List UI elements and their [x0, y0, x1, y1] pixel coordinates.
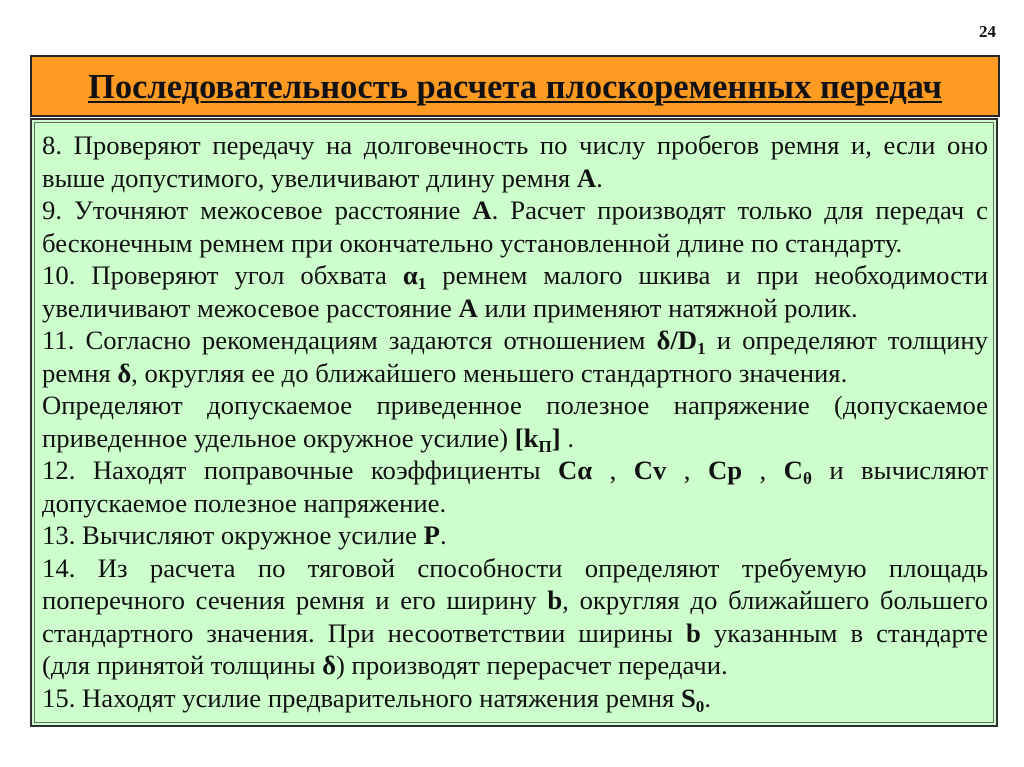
text-run: , округляя ее до ближайшего меньшего стандартного значения.	[131, 357, 848, 388]
bold-symbol: C	[783, 455, 803, 485]
list-item	[42, 194, 988, 259]
text-run: бесконечным ремнем при окончательно установленной длине по стандарту.	[42, 227, 903, 258]
list-item	[42, 552, 988, 682]
page-title: Последовательность расчета плоскоременных передач	[88, 68, 942, 106]
bold-symbol: А	[472, 195, 492, 225]
bold-symbol: ]	[551, 422, 561, 453]
text-run: 9. Уточняют межосевое расстояние	[42, 195, 473, 225]
list-item	[42, 259, 988, 324]
title-box	[30, 55, 1000, 117]
list-item	[42, 389, 988, 454]
text-run: .	[704, 682, 711, 713]
text-run: . Расчет производят только для передач с	[491, 195, 989, 225]
list-item	[42, 324, 988, 389]
page-number: 24	[979, 22, 996, 41]
bold-symbol: δ	[322, 650, 336, 680]
text-run: 11. Согласно рекомендациям задаются отношением	[42, 325, 657, 355]
text-run: приведенное удельное окружное усилие)	[42, 422, 515, 453]
text-line	[42, 324, 988, 357]
text-run: 14. Из расчета по тяговой способности определяют требуемую площадь	[42, 552, 988, 583]
text-line	[42, 519, 988, 552]
text-run: Определяют допускаемое приведенное полезное напряжение (допускаемое	[42, 390, 988, 420]
text-line	[42, 584, 988, 617]
text-run: 13. Вычисляют окружное усилие	[42, 520, 424, 550]
text-run: ,	[742, 455, 784, 485]
bold-symbol: δ	[117, 357, 132, 388]
text-line	[42, 682, 988, 715]
bold-symbol: А	[458, 292, 478, 323]
bold-symbol: Cα	[557, 455, 593, 485]
bold-symbol: b	[547, 585, 563, 615]
text-run: стандартного значения. При несоответствии ширины	[42, 617, 687, 648]
text-line	[42, 129, 988, 162]
bold-symbol: Cv	[633, 455, 667, 485]
bold-symbol: b	[686, 617, 701, 648]
subscript: θ	[802, 468, 812, 488]
subscript: 1	[417, 273, 427, 293]
text-line	[42, 292, 988, 325]
content-box	[30, 118, 998, 727]
text-line	[42, 454, 988, 487]
text-run: или применяют натяжной ролик.	[477, 292, 858, 323]
list-item	[42, 682, 988, 715]
text-run: , округляя до ближайшего большего	[562, 585, 988, 615]
bold-symbol: P	[423, 520, 440, 550]
text-run: 8. Проверяют передачу на долговечность по числу пробегов ремня и, если оно	[42, 130, 988, 160]
text-run: ,	[592, 455, 634, 485]
text-run: и определяют толщину	[705, 325, 988, 355]
text-run: 12. Находят поправочные коэффициенты	[42, 455, 558, 485]
text-line	[42, 389, 988, 422]
text-line	[42, 227, 988, 260]
bold-symbol: δ/D	[656, 325, 698, 355]
text-run: (для принятой толщины	[42, 650, 323, 680]
text-line	[42, 487, 988, 520]
text-line	[42, 617, 988, 650]
text-run: .	[439, 520, 447, 550]
bold-symbol: S	[680, 682, 696, 713]
text-line	[42, 259, 988, 292]
text-run: выше допустимого, увеличивают длину ремня	[42, 162, 577, 193]
text-run: .	[596, 162, 603, 193]
text-run: ремня	[42, 357, 118, 388]
text-run: 15. Находят усилие предварительного натяжения ремня	[42, 682, 681, 713]
text-run: и вычисляют	[811, 455, 988, 485]
text-line	[42, 194, 988, 227]
bold-symbol: А	[576, 162, 597, 193]
text-line	[42, 357, 988, 390]
subscript: П	[538, 436, 552, 456]
text-run: увеличивают межосевое расстояние	[42, 292, 459, 323]
list-item	[42, 519, 988, 552]
list-item	[42, 454, 988, 519]
subscript: 1	[697, 338, 706, 358]
text-run: ремнем малого шкива и при необходимости	[426, 260, 988, 290]
text-run: ,	[666, 455, 708, 485]
text-line	[42, 552, 988, 585]
list-item	[42, 129, 988, 194]
text-line	[42, 649, 988, 682]
text-run: 10. Проверяют угол обхвата	[42, 260, 403, 290]
text-run: указанным в стандарте	[700, 617, 988, 648]
text-run: .	[560, 422, 575, 453]
text-run: допускаемое полезное напряжение.	[42, 487, 447, 518]
text-line	[42, 422, 988, 455]
text-run: ) производят перерасчет передачи.	[336, 650, 728, 680]
bold-symbol: Cp	[707, 455, 743, 485]
bold-symbol: α	[402, 260, 418, 290]
text-line	[42, 162, 988, 195]
subscript: 0	[695, 696, 705, 716]
bold-symbol: [k	[514, 422, 539, 453]
text-run: поперечного сечения ремня и его ширину	[42, 585, 548, 615]
